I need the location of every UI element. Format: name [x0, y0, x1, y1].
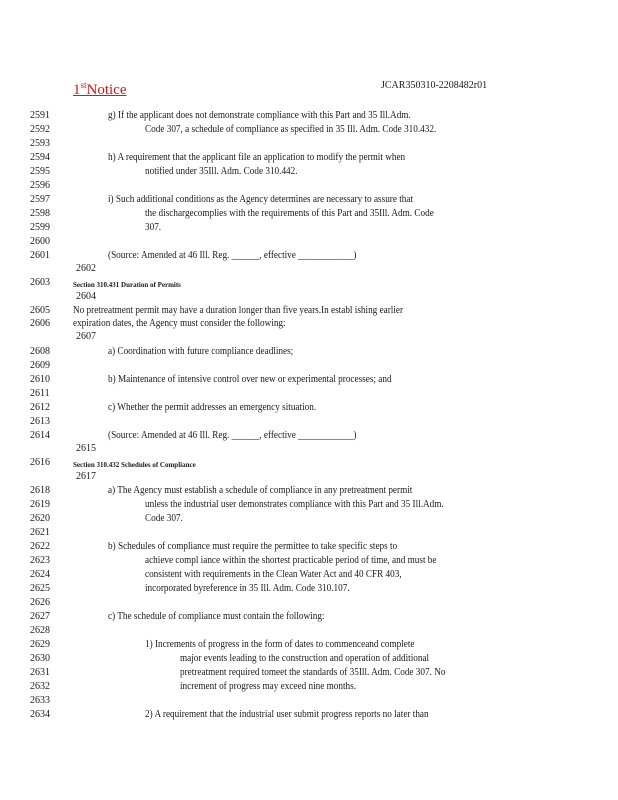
document-id: JCAR350310-2208482r01 — [381, 80, 488, 91]
body-text-line: b) Schedules of compliance must require the permittee to take specific steps to — [108, 541, 398, 552]
line-number: 2591 — [30, 110, 50, 121]
line-number: 2631 — [30, 667, 50, 678]
line-number: 2598 — [30, 208, 50, 219]
notice-heading: 1stNotice — [73, 80, 127, 98]
line-number: 2612 — [30, 402, 50, 413]
line-number: 2614 — [30, 430, 50, 441]
line-number: 2597 — [30, 194, 50, 205]
body-text-line: incorporated byreference in 35 Ill. Adm. Code 310.107. — [145, 583, 350, 594]
section-heading: Section 310.431 Duration of Permits — [73, 281, 181, 289]
line-number: 2634 — [30, 709, 50, 720]
line-number: 2611 — [30, 388, 50, 399]
line-number: 2608 — [30, 346, 50, 357]
line-number: 2594 — [30, 152, 50, 163]
line-number: 2626 — [30, 597, 50, 608]
body-text-line: the dischargecomplies with the requirements of this Part and 35Ill. Adm. Code — [145, 208, 434, 219]
line-number: 2592 — [30, 124, 50, 135]
line-number: 2629 — [30, 639, 50, 650]
line-number: 2617 — [76, 471, 96, 482]
line-number: 2604 — [76, 291, 96, 302]
line-number: 2607 — [76, 331, 96, 342]
line-number: 2621 — [30, 527, 50, 538]
line-number: 2603 — [30, 277, 50, 288]
body-text-line: notified under 35Ill. Adm. Code 310.442. — [145, 166, 298, 177]
body-text-line: 307. — [145, 222, 162, 233]
line-number: 2596 — [30, 180, 50, 191]
line-number: 2619 — [30, 499, 50, 510]
body-text-line: a) Coordination with future compliance deadlines; — [108, 346, 294, 357]
body-text-line: (Source: Amended at 46 Ill. Reg. ______, effective ____________) — [108, 250, 357, 261]
line-number: 2633 — [30, 695, 50, 706]
body-text-line: c) Whether the permit addresses an emergency situation. — [108, 402, 317, 413]
line-number: 2615 — [76, 443, 96, 454]
line-number: 2601 — [30, 250, 50, 261]
body-text-line: b) Maintenance of intensive control over new or experimental processes; and — [108, 374, 392, 385]
line-number: 2595 — [30, 166, 50, 177]
line-number: 2593 — [30, 138, 50, 149]
line-number: 2616 — [30, 457, 50, 468]
line-number: 2630 — [30, 653, 50, 664]
body-text-line: a) The Agency must establish a schedule of compliance in any pretreatment permit — [108, 485, 413, 496]
line-number: 2613 — [30, 416, 50, 427]
line-number: 2605 — [30, 305, 50, 316]
line-number: 2600 — [30, 236, 50, 247]
body-text-line: g) If the applicant does not demonstrate compliance with this Part and 35 Ill.Adm. — [108, 110, 411, 121]
line-number: 2599 — [30, 222, 50, 233]
body-text-line: Code 307, a schedule of compliance as specified in 35 Ill. Adm. Code 310.432. — [145, 124, 437, 135]
body-text-line: consistent with requirements in the Clean Water Act and 40 CFR 403, — [145, 569, 402, 580]
body-text-line: No pretreatment permit may have a duration longer than five years.In establ ishing earlier — [73, 305, 404, 316]
body-text-line: Code 307. — [145, 513, 183, 524]
body-text-line: h) A requirement that the applicant file an application to modify the permit when — [108, 152, 406, 163]
line-number: 2618 — [30, 485, 50, 496]
line-number: 2602 — [76, 263, 96, 274]
line-number: 2628 — [30, 625, 50, 636]
line-number: 2625 — [30, 583, 50, 594]
line-number: 2623 — [30, 555, 50, 566]
body-text-line: (Source: Amended at 46 Ill. Reg. ______, effective ____________) — [108, 430, 357, 441]
body-text-line: increment of progress may exceed nine months. — [180, 681, 357, 692]
body-text-line: c) The schedule of compliance must contain the following: — [108, 611, 325, 622]
body-text-line: expiration dates, the Agency must consider the following: — [73, 318, 286, 329]
line-number: 2610 — [30, 374, 50, 385]
body-text-line: major events leading to the construction and operation of additional — [180, 653, 430, 664]
body-text-line: pretreatment required tomeet the standards of 35Ill. Adm. Code 307. No — [180, 667, 446, 678]
line-number: 2622 — [30, 541, 50, 552]
line-number: 2620 — [30, 513, 50, 524]
line-number: 2609 — [30, 360, 50, 371]
line-number: 2606 — [30, 318, 50, 329]
body-text-line: 2) A requirement that the industrial user submit progress reports no later than — [145, 709, 429, 720]
line-number: 2632 — [30, 681, 50, 692]
line-number: 2627 — [30, 611, 50, 622]
body-text-line: i) Such additional conditions as the Agency determines are necessary to assure that — [108, 194, 414, 205]
body-text-line: 1) Increments of progress in the form of dates to commenceand complete — [145, 639, 415, 650]
body-text-line: unless the industrial user demonstrates compliance with this Part and 35 Ill.Adm. — [145, 499, 444, 510]
body-text-line: achieve compl iance within the shortest practicable period of time, and must be — [145, 555, 437, 566]
line-number: 2624 — [30, 569, 50, 580]
section-heading: Section 310.432 Schedules of Compliance — [73, 461, 196, 469]
